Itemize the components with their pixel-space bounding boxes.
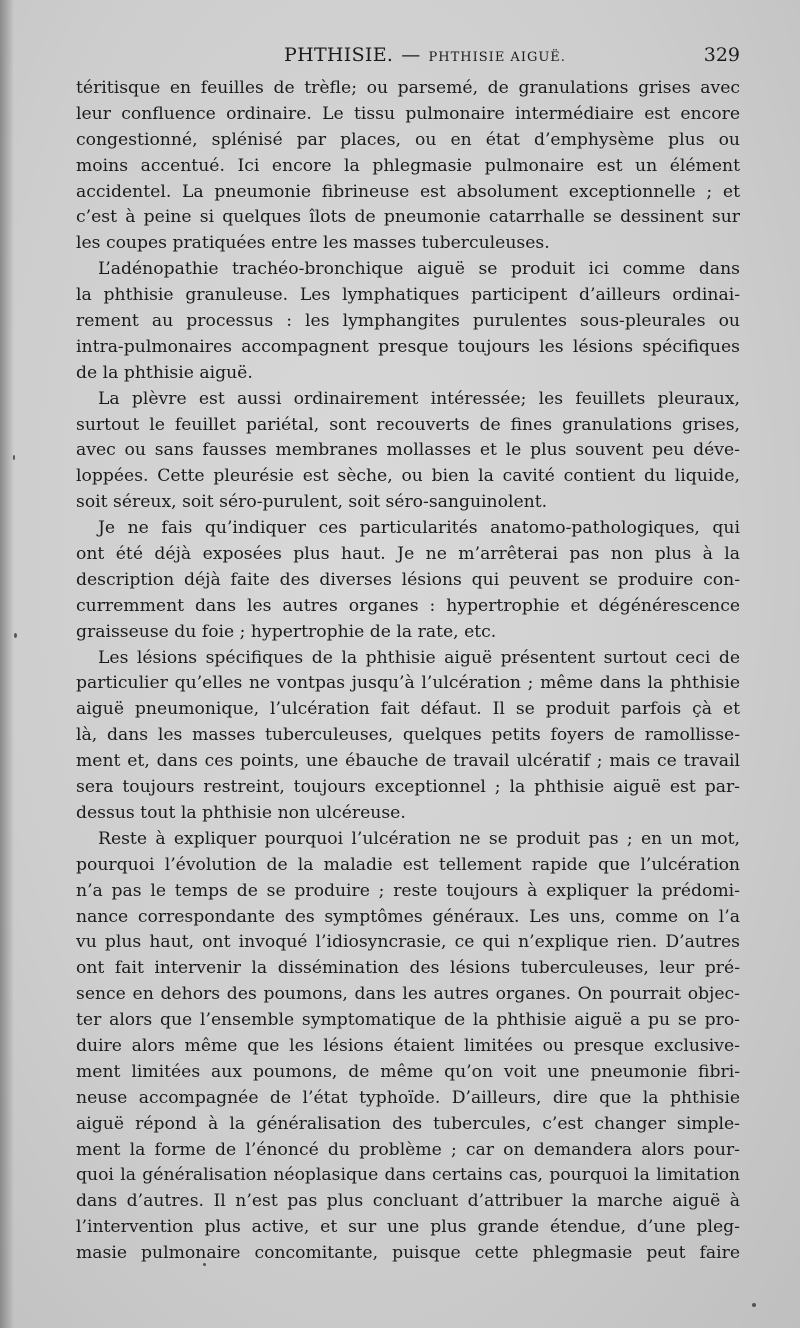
- text-line: accidentel. La pneumonie fibrineuse est absolument exceptionnelle ; et: [76, 181, 740, 202]
- text-line: rement au processus : les lymphangites purulentes sous-pleurales ou: [76, 311, 740, 332]
- running-header: [76, 44, 740, 72]
- text-line: masie pulmonaire concomitante, puisque cette phlegmasie peut faire: [76, 1243, 740, 1264]
- text-line: téritisque en feuilles de trèfle; ou parsemé, de granulations grises avec: [76, 78, 740, 98]
- text-line: Je ne fais qu’indiquer ces particularités anatomo-pathologiques, qui: [98, 518, 740, 539]
- text-line: intra-pulmonaires accompagnent presque toujours les lésions spécifiques: [76, 336, 740, 357]
- text-line: Reste à expliquer pourquoi l’ulcération ne se produit pas ; en un mot,: [98, 828, 740, 849]
- text-line: leur confluence ordinaire. Le tissu pulmonaire intermédiaire est encore: [76, 103, 740, 124]
- text-line: ont été déjà exposées plus haut. Je ne m’arrêterai pas non plus à la: [76, 544, 740, 565]
- text-line: Les lésions spécifiques de la phthisie aiguë présentent surtout ceci de: [98, 647, 740, 668]
- running-title-main: PHTHISIE.: [284, 44, 394, 66]
- ink-speck: [752, 1303, 756, 1307]
- text-line: n’a pas le temps de se produire ; reste toujours à expliquer la prédomi-: [76, 880, 740, 901]
- running-title: [284, 44, 566, 66]
- text-line: sence en dehors des poumons, dans les autres organes. On pourrait objec-: [76, 984, 740, 1005]
- text-line: pourquoi l’évolution de la maladie est tellement rapide que l’ulcération: [76, 854, 740, 875]
- text-line: curremment dans les autres organes : hypertrophie et dégénérescence: [76, 595, 740, 616]
- text-line: les coupes pratiquées entre les masses tuberculeuses.: [76, 233, 550, 254]
- text-line: L’adénopathie trachéo-bronchique aiguë se produit ici comme dans: [98, 259, 740, 280]
- text-line: dessus tout la phthisie non ulcéreuse.: [76, 802, 406, 823]
- running-title-sub: PHTHISIE AIGUË.: [428, 50, 566, 65]
- text-line: avec ou sans fausses membranes mollasses et le plus souvent peu déve-: [76, 440, 740, 461]
- text-line: aiguë répond à la généralisation des tubercules, c’est changer simple-: [76, 1113, 740, 1134]
- text-line: ter alors que l’ensemble symptomatique de la phthisie aiguë a pu se pro-: [76, 1010, 740, 1031]
- text-line: moins accentué. Ici encore la phlegmasie pulmonaire est un élément: [76, 155, 740, 176]
- text-line: ment et, dans ces points, une ébauche de travail ulcératif ; mais ce travail: [76, 751, 740, 772]
- text-line: congestionné, splénisé par places, ou en état d’emphysème plus ou: [76, 129, 740, 150]
- ink-speck: [203, 1263, 206, 1266]
- text-line: soit séreux, soit séro-purulent, soit séro-sanguinolent.: [76, 492, 548, 513]
- text-line: dans d’autres. Il n’est pas plus concluant d’attribuer la marche aiguë à: [76, 1191, 740, 1212]
- text-line: duire alors même que les lésions étaient limitées ou presque exclusive-: [76, 1035, 740, 1056]
- text-line: ont fait intervenir la dissémination des lésions tuberculeuses, leur pré-: [76, 958, 740, 979]
- text-line: neuse accompagnée de l’état typhoïde. D’ailleurs, dire que la phthisie: [76, 1087, 740, 1108]
- text-line: de la phthisie aiguë.: [76, 362, 253, 383]
- ink-speck: [13, 455, 15, 460]
- text-line: c’est à peine si quelques îlots de pneumonie catarrhalle se dessinent sur: [76, 207, 740, 228]
- text-line: ment limitées aux poumons, de même qu’on voit une pneumonie fibri-: [76, 1061, 740, 1082]
- text-line: là, dans les masses tuberculeuses, quelques petits foyers de ramollisse-: [76, 725, 740, 746]
- text-line: vu plus haut, ont invoqué l’idiosyncrasie, ce qui n’explique rien. D’autres: [76, 932, 740, 953]
- text-line: surtout le feuillet pariétal, sont recouverts de fines granulations grises,: [76, 414, 740, 435]
- text-line: ment la forme de l’énoncé du problème ; car on demandera alors pour-: [76, 1139, 740, 1160]
- body-text: [76, 76, 740, 1267]
- text-line: La plèvre est aussi ordinairement intéressée; les feuillets pleuraux,: [98, 388, 740, 409]
- gutter-shadow: [0, 0, 14, 1328]
- text-line: quoi la généralisation néoplasique dans certains cas, pourquoi la limitation: [76, 1165, 740, 1186]
- ink-speck: [14, 633, 17, 638]
- text-line: particulier qu’elles ne vontpas jusqu’à l’ulcération ; même dans la phthisie: [76, 673, 740, 694]
- text-line: l’intervention plus active, et sur une plus grande étendue, d’une pleg-: [76, 1217, 740, 1238]
- running-title-dash: —: [401, 44, 421, 66]
- page-number: 329: [703, 44, 740, 66]
- text-line: loppées. Cette pleurésie est sèche, ou bien la cavité contient du liquide,: [76, 466, 740, 487]
- text-line: aiguë pneumonique, l’ulcération fait défaut. Il se produit parfois çà et: [76, 699, 740, 720]
- text-line: graisseuse du foie ; hypertrophie de la rate, etc.: [76, 621, 497, 642]
- text-line: description déjà faite des diverses lésions qui peuvent se produire con-: [76, 569, 740, 590]
- text-line: nance correspondante des symptômes généraux. Les uns, comme on l’a: [76, 906, 740, 927]
- text-line: sera toujours restreint, toujours exceptionnel ; la phthisie aiguë est par-: [76, 777, 740, 798]
- text-line: la phthisie granuleuse. Les lymphatiques participent d’ailleurs ordinai-: [76, 285, 740, 306]
